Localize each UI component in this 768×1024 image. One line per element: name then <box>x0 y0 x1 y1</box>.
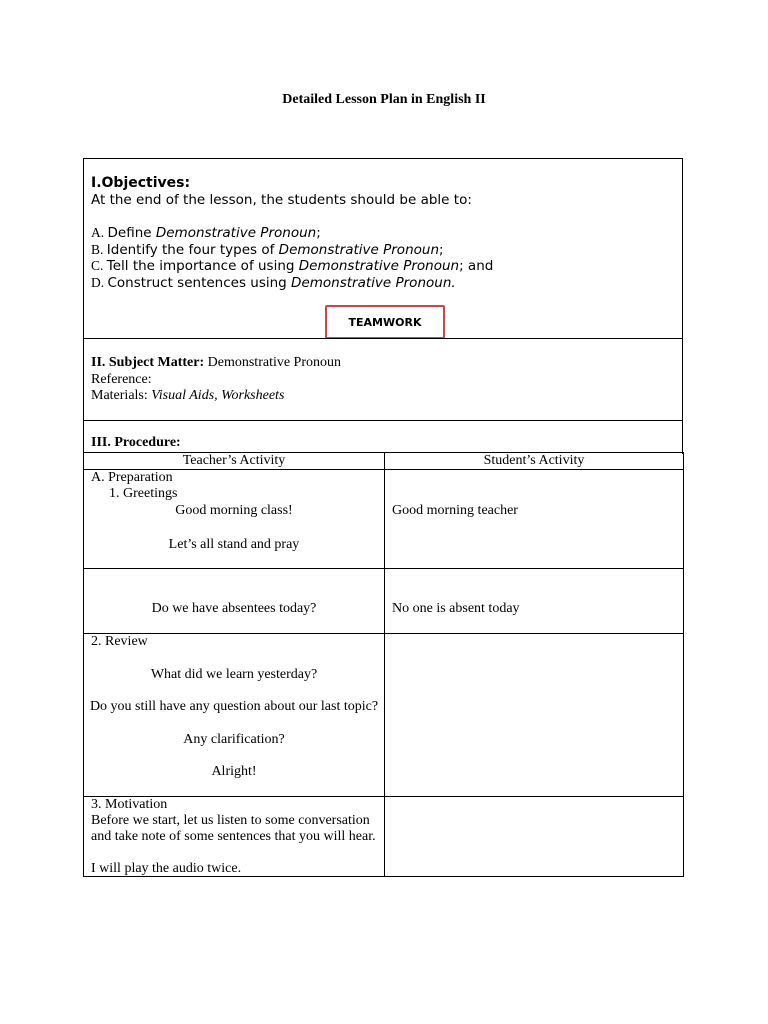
objective-item: B. Identify the four types of Demonstrative Pronoun; <box>91 241 444 258</box>
objective-item: D. Construct sentences using Demonstrative Pronoun. <box>91 274 456 291</box>
objectives-heading: I.Objectives: <box>91 175 191 191</box>
review-label: 2. Review <box>91 634 148 649</box>
table-row <box>84 634 684 797</box>
teacher-line: Do we have absentees today? <box>151 601 317 616</box>
procedure-heading: III. Procedure: <box>91 435 181 450</box>
objectives-section <box>83 158 683 339</box>
teacher-line: Let’s all stand and pray <box>168 537 300 552</box>
preparation-label: A. Preparation <box>91 470 173 485</box>
student-line: No one is absent today <box>392 601 520 616</box>
document-title: Detailed Lesson Plan in English II <box>282 92 486 107</box>
teacher-line: Good morning class! <box>175 503 293 518</box>
subject-matter-section <box>83 338 683 421</box>
teacher-line: Any clarification? <box>183 732 285 747</box>
objective-item: C. Tell the importance of using Demonstrative Pronoun; and <box>91 258 494 274</box>
table-row <box>84 470 684 569</box>
teacher-line: What did we learn yesterday? <box>150 667 318 682</box>
motivation-label: 3. Motivation <box>91 797 168 812</box>
teacher-line: and take note of some sentences that you will hear. <box>91 829 376 844</box>
teacher-line: I will play the audio twice. <box>91 861 242 876</box>
procedure-table <box>83 452 684 877</box>
procedure-section <box>83 420 683 454</box>
student-activity-header: Student’s Activity <box>385 453 684 470</box>
teacher-activity-header: Teacher’s Activity <box>84 453 385 470</box>
objectives-intro: At the end of the lesson, the students should be able to: <box>91 192 472 208</box>
student-line: Good morning teacher <box>392 503 518 518</box>
reference-line: Reference: <box>91 372 152 387</box>
subject-line: II. Subject Matter: Demonstrative Pronoun <box>91 355 342 370</box>
greetings-label: 1. Greetings <box>109 486 178 501</box>
teamwork-badge: TEAMWORK <box>325 305 445 339</box>
teacher-line: Before we start, let us listen to some conversation <box>91 813 370 828</box>
teacher-line: Alright! <box>211 764 257 779</box>
table-row <box>84 569 684 634</box>
objectives-list <box>91 225 493 291</box>
teacher-line: Do you still have any question about our last topic? <box>89 699 379 714</box>
table-row <box>84 797 684 877</box>
materials-line: Materials: Visual Aids, Worksheets <box>91 388 285 403</box>
table-header-row <box>84 453 684 470</box>
objective-item: A. Define Demonstrative Pronoun; <box>91 225 321 241</box>
